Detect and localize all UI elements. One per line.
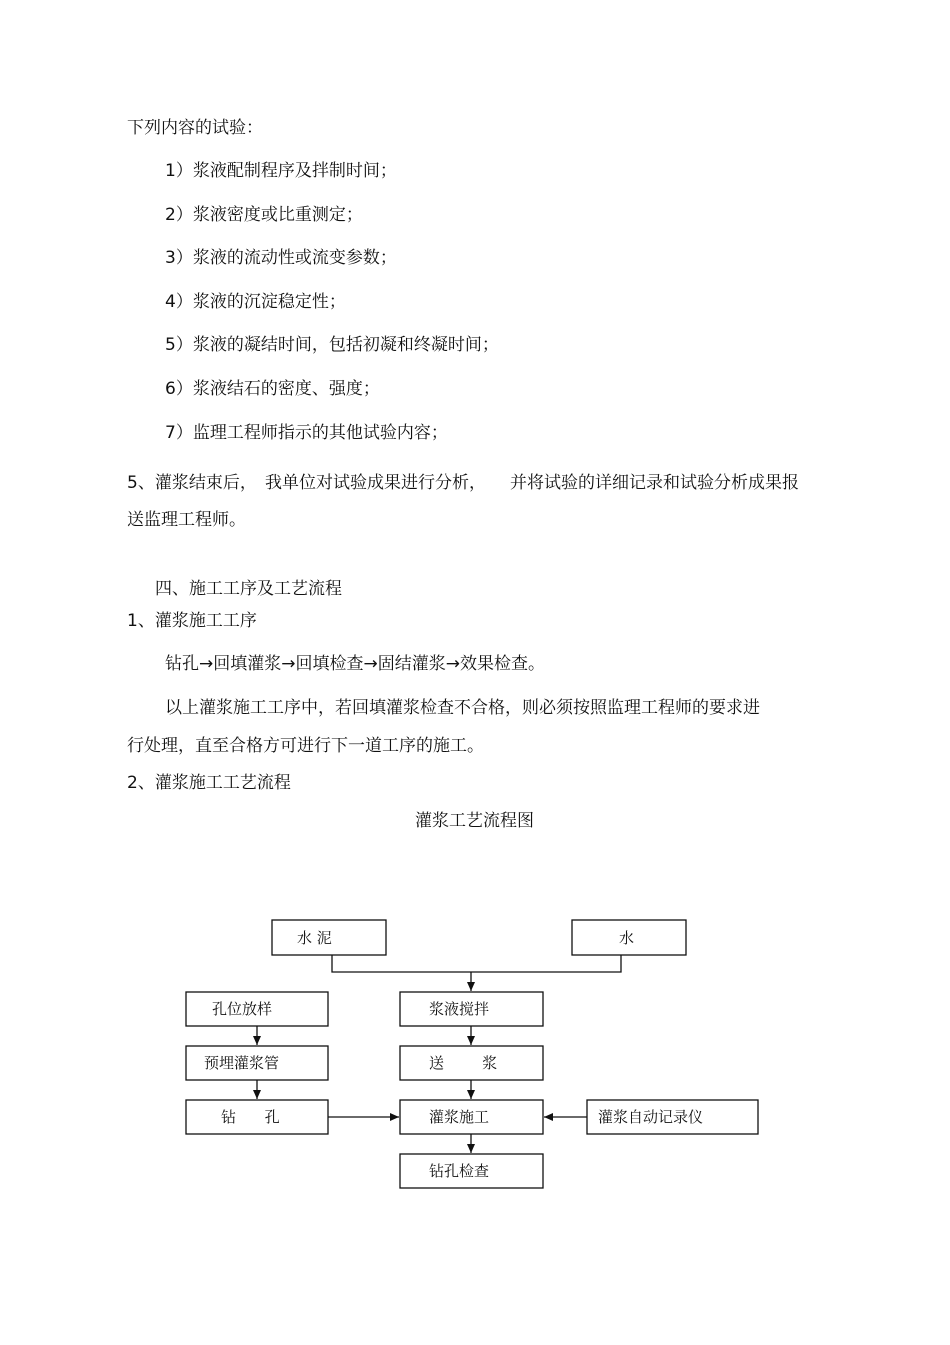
test-item-7: 7）监理工程师指示的其他试验内容； [165, 423, 448, 443]
label-send: 送 浆 [429, 1054, 498, 1072]
test-item-6: 6）浆液结石的密度、强度； [165, 379, 380, 399]
item5-line2: 送监理工程师。 [127, 510, 246, 530]
test-item-1: 1）浆液配制程序及拌制时间； [165, 161, 397, 181]
label-cement: 水 泥 [297, 929, 332, 947]
label-water: 水 [619, 929, 635, 947]
paragraph-line-1: 以上灌浆施工工序中，若回填灌浆检查不合格，则必须按照监理工程师的要求进 [165, 698, 760, 718]
test-item-2: 2）浆液密度或比重测定； [165, 205, 363, 225]
label-drill-check: 钻孔检查 [429, 1162, 490, 1180]
intro-text: 下列内容的试验： [127, 118, 263, 138]
process-sequence: 钻孔→回填灌浆→回填检查→固结灌浆→效果检查。 [165, 654, 545, 674]
label-hole-layout: 孔位放样 [212, 1000, 273, 1018]
label-grouting: 灌浆施工 [429, 1108, 490, 1126]
test-item-4: 4）浆液的沉淀稳定性； [165, 292, 346, 312]
paragraph-line-2: 行处理，直至合格方可进行下一道工序的施工。 [127, 736, 484, 756]
label-recorder: 灌浆自动记录仪 [598, 1108, 704, 1126]
item5-part3: 并将试验的详细记录和试验分析成果报 [510, 473, 799, 493]
subsection-2-title: 2、灌浆施工工艺流程 [127, 773, 291, 793]
test-item-3: 3）浆液的流动性或流变参数； [165, 248, 397, 268]
test-item-5: 5）浆液的凝结时间，包括初凝和终凝时间； [165, 335, 499, 355]
section-title: 四、施工工序及工艺流程 [155, 579, 342, 599]
label-drill: 钻 孔 [221, 1108, 280, 1126]
item5-part2: 我单位对试验成果进行分析， [265, 473, 486, 493]
label-embed-pipe: 预埋灌浆管 [204, 1054, 280, 1072]
item5-part1: 5、灌浆结束后， [127, 473, 257, 493]
label-mix: 浆液搅拌 [429, 1000, 490, 1018]
subsection-1-title: 1、灌浆施工工序 [127, 611, 257, 631]
flowchart-title: 灌浆工艺流程图 [415, 811, 534, 831]
